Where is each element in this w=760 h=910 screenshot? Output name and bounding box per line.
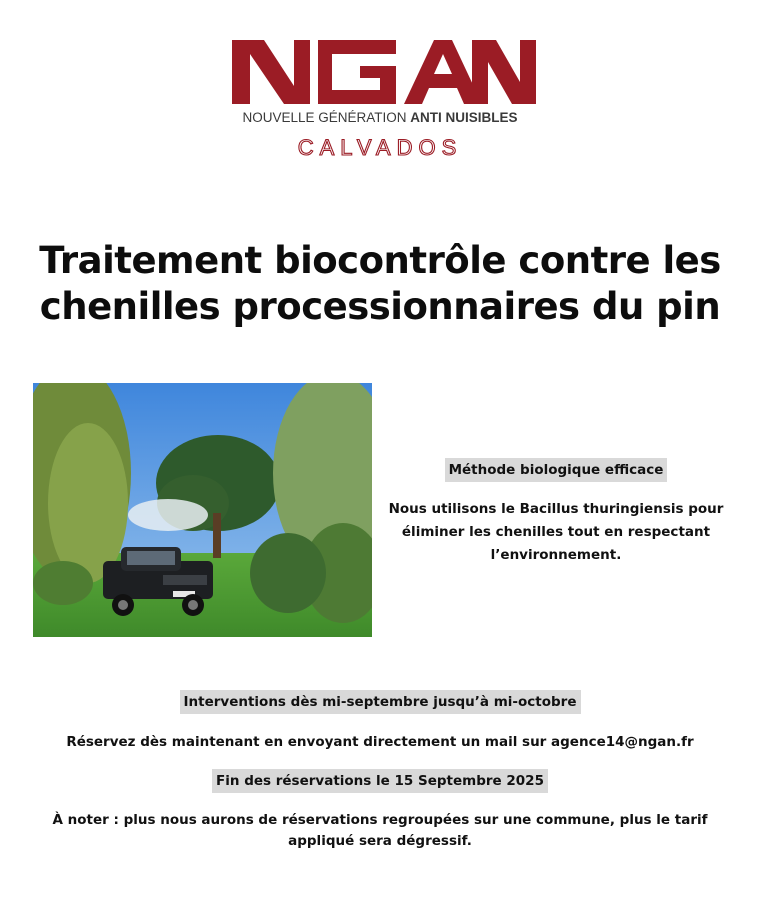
method-line-1: Nous utilisons le Bacillus thuringiensis pour (388, 501, 724, 517)
reservation-text: Réservez dès maintenant en envoyant directement un mail sur agence14@ngan.fr (66, 734, 694, 750)
note-line-2: appliqué sera dégressif. (288, 833, 472, 849)
period-row (0, 690, 760, 714)
method-block (376, 458, 736, 567)
deadline-row (0, 769, 760, 793)
brand-logo (0, 34, 760, 164)
logo-tagline-regular: NOUVELLE GÉNÉRATION (242, 110, 411, 125)
title-line-2: chenilles processionnaires du pin (39, 285, 721, 328)
intervention-period: Interventions dès mi-septembre jusqu’à mi-octobre (180, 690, 581, 714)
method-description (376, 498, 736, 567)
method-line-2: éliminer les chenilles tout en respectant (401, 524, 711, 540)
page-title (0, 238, 760, 330)
ngan-logo-mark (220, 34, 540, 160)
method-heading: Méthode biologique efficace (445, 458, 668, 482)
reservation-deadline: Fin des réservations le 15 Septembre 2025 (212, 769, 548, 793)
pricing-note (0, 810, 760, 852)
method-line-3: l’environnement. (490, 547, 622, 563)
title-line-1: Traitement biocontrôle contre les (39, 239, 721, 282)
logo-region: CALVADOS (297, 135, 463, 160)
svg-text:NOUVELLE GÉNÉRATION ANTI NUISI (242, 110, 517, 125)
photo-truck-spraying-trees (33, 383, 372, 637)
note-line-1: À noter : plus nous aurons de réservations regroupées sur une commune, plus le tarif (52, 812, 708, 828)
logo-tagline-bold: ANTI NUISIBLES (410, 110, 518, 125)
